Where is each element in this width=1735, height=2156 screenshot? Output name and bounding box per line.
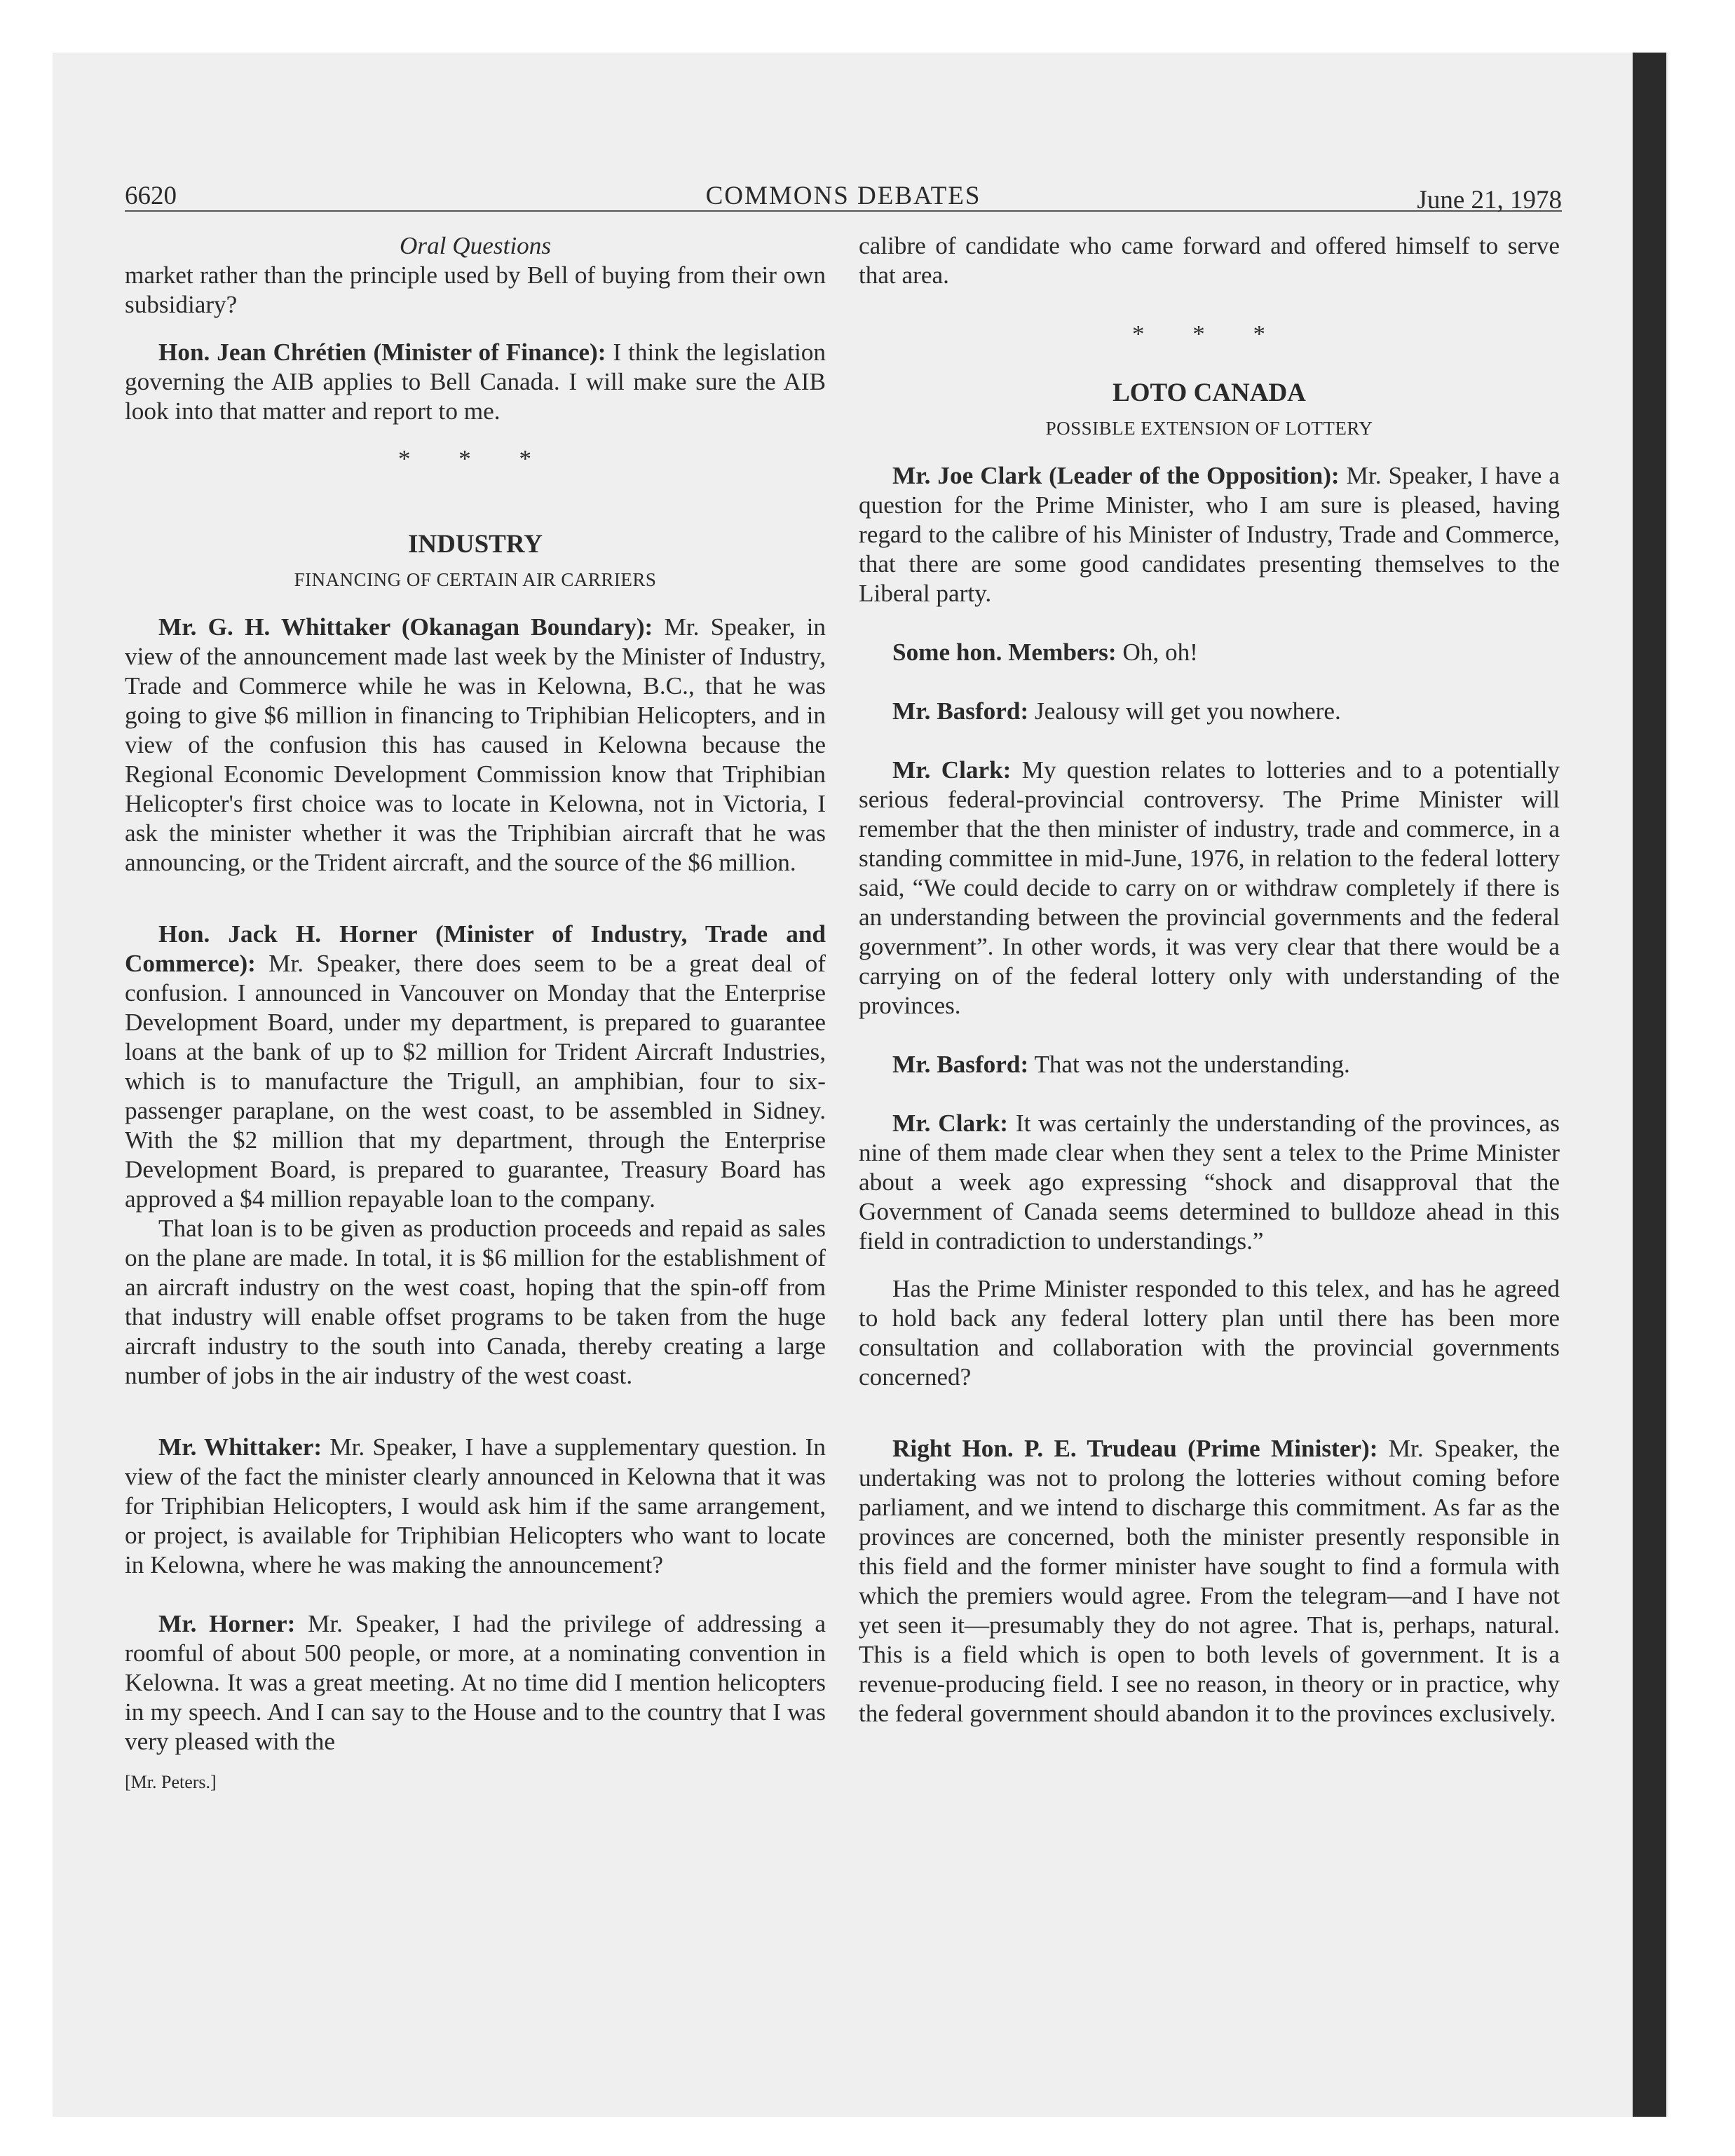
speaker-name: Some hon. Members: <box>892 639 1117 666</box>
speech-text: Mr. Speaker, I have a question for the Prime Minister, who I am sure is pleased, having regard to the calibre of his Minister of Industry, Trade and Commerce, that there are some good candidates presenting themselves to the Liberal party. <box>859 462 1560 607</box>
speech-text: Oh, oh! <box>1116 639 1198 666</box>
speech-text: Mr. Speaker, there does seem to be a great deal of confusion. I announced in Vancouver on Monday that the Enterprise Development Board, under my department, is prepared to guarantee loans at the bank of up to $2 million for Trident Aircraft Industries, which is to manufacture the Trigull, an amphibian, four to six-passenger paraplane, on the west coast, to be assembled in Sidney. With the $2 million that my department, through the Enterprise Development Board, is prepared to guarantee, Treasury Board has approved a $4 million repayable loan to the company. <box>125 950 826 1213</box>
section-separator: * * * <box>398 445 552 472</box>
section-subheading: FINANCING OF CERTAIN AIR CARRIERS <box>294 569 657 590</box>
speaker-name: Mr. Joe Clark (Leader of the Opposition): <box>892 462 1340 489</box>
section-heading: INDUSTRY <box>408 530 543 559</box>
section-label: Oral Questions <box>399 232 552 259</box>
speech-text: Mr. Speaker, in view of the announcement made last week by the Minister of Industry, Trade and Commerce while he was in Kelowna, B.C., that he was going to give $6 million in financing to Triphibian Helicopters, and in view of the confusion this has caused in Kelowna because the Regional Economic Development Commission know that Triphibian Helicopter's first choice was to locate in Kelowna, not in Victoria, I ask the minister whether it was the Triphibian aircraft that he was announcing, or the Trident aircraft, and the source of the $6 million. <box>125 613 826 876</box>
speaker-name: Mr. Whittaker: <box>158 1433 322 1461</box>
paragraph: Has the Prime Minister responded to this telex, and has he agreed to hold back any federal lottery plan until there has been more consultation and collaboration with the provincial governments concerned? <box>859 1275 1560 1391</box>
speaker-name: Mr. Basford: <box>892 1051 1029 1078</box>
speech-text: Mr. Speaker, the undertaking was not to prolong the lotteries without coming before parliament, and we intend to discharge this commitment. As far as the provinces are concerned, both the minister presently responsible in this field and the former minister have sought to find a formula with which the premiers would agree. From the telegram—and I have not yet seen it—presumably they do not agree. That is, perhaps, natural. This is a field which is open to both levels of government. It is a revenue-producing field. I see no reason, in theory or in practice, why the federal government should abandon it to the provinces exclusively. <box>859 1435 1560 1727</box>
speech-text: Jealousy will get you nowhere. <box>1028 697 1341 725</box>
speaker-name: Mr. Basford: <box>892 697 1029 725</box>
paragraph: market rather than the principle used by Bell of buying from their own subsidiary? <box>125 261 826 318</box>
paragraph: That loan is to be given as production proceeds and repaid as sales on the plane are made. In total, it is $6 million for the establishment of an aircraft industry on the west coast, hoping that the spin-off from that industry will enable offset programs to be taken from the huge aircraft industry to the south into Canada, thereby creating a large number of jobs in the air industry of the west coast. <box>125 1215 826 1389</box>
speech-text: That was not the understanding. <box>1028 1051 1350 1078</box>
speaker-name: Mr. G. H. Whittaker (Okanagan Boundary): <box>158 613 653 641</box>
paragraph <box>859 461 1560 608</box>
paragraph <box>859 638 1560 667</box>
speech-text: My question relates to lotteries and to a potentially serious federal-provincial controversy. The Prime Minister will remember that the then minister of industry, trade and commerce, in a standing committee in mid-June, 1976, in relation to the federal lottery said, “We could decide to carry on or withdraw completely if there is an understanding between the provincial governments and the federal government”. In other words, it was very clear that there would be a carrying on of the federal lottery only with understanding of the provinces. <box>859 756 1560 1019</box>
speech-text: It was certainly the understanding of the provinces, as nine of them made clear when they sent a telex to the Prime Minister about a week ago expressing “shock and disapproval that the Government of Canada seems determined to bulldoze ahead in this field in contradiction to understandings.” <box>859 1110 1560 1255</box>
page-footnote: [Mr. Peters.] <box>125 1772 217 1792</box>
paragraph <box>859 697 1560 726</box>
section-subheading: POSSIBLE EXTENSION OF LOTTERY <box>1045 418 1373 439</box>
issue-date: June 21, 1978 <box>1417 186 1562 214</box>
speaker-name: Right Hon. P. E. Trudeau (Prime Minister): <box>892 1435 1378 1462</box>
speaker-name: Hon. Jack H. Horner (Minister of Industry, Trade and Commerce): <box>125 920 826 977</box>
speaker-name: Mr. Horner: <box>158 1610 296 1637</box>
speaker-name: Mr. Clark: <box>892 1110 1008 1137</box>
left-column <box>125 231 826 1797</box>
paragraph <box>125 613 826 878</box>
speaker-name: Mr. Clark: <box>892 756 1012 784</box>
paragraph <box>859 756 1560 1021</box>
speech-text: Mr. Speaker, I have a supplementary question. In view of the fact the minister clearly announced in Kelowna that it was for Triphibian Helicopters, I would ask him if the same arrangement, or project, is available for Triphibian Helicopters who want to locate in Kelowna, where he was making the announcement? <box>125 1433 826 1578</box>
right-column <box>859 231 1560 1728</box>
speech-text: Mr. Speaker, I had the privilege of addressing a roomful of about 500 people, or more, at a nominating convention in Kelowna. It was a great meeting. At no time did I mention helicopters in my speech. And I can say to the House and to the country that I was very pleased with the <box>125 1610 826 1755</box>
paragraph <box>125 1609 826 1756</box>
paragraph <box>125 1433 826 1580</box>
page-number: 6620 <box>125 182 177 210</box>
paragraph: calibre of candidate who came forward and offered himself to serve that area. <box>859 232 1560 289</box>
publication-title: COMMONS DEBATES <box>705 182 981 210</box>
section-separator: * * * <box>1132 320 1286 348</box>
running-head <box>125 175 1562 212</box>
paragraph <box>859 1109 1560 1256</box>
speech-text: I think the legislation governing the AIB applies to Bell Canada. I will make sure the AIB look into that matter and report to me. <box>125 339 826 425</box>
paragraph <box>125 338 826 426</box>
section-heading: LOTO CANADA <box>1113 378 1306 407</box>
paragraph <box>125 920 826 1214</box>
binding-edge <box>1633 53 1666 2117</box>
paragraph <box>859 1434 1560 1728</box>
speaker-name: Hon. Jean Chrétien (Minister of Finance): <box>158 339 606 366</box>
paragraph <box>859 1050 1560 1079</box>
